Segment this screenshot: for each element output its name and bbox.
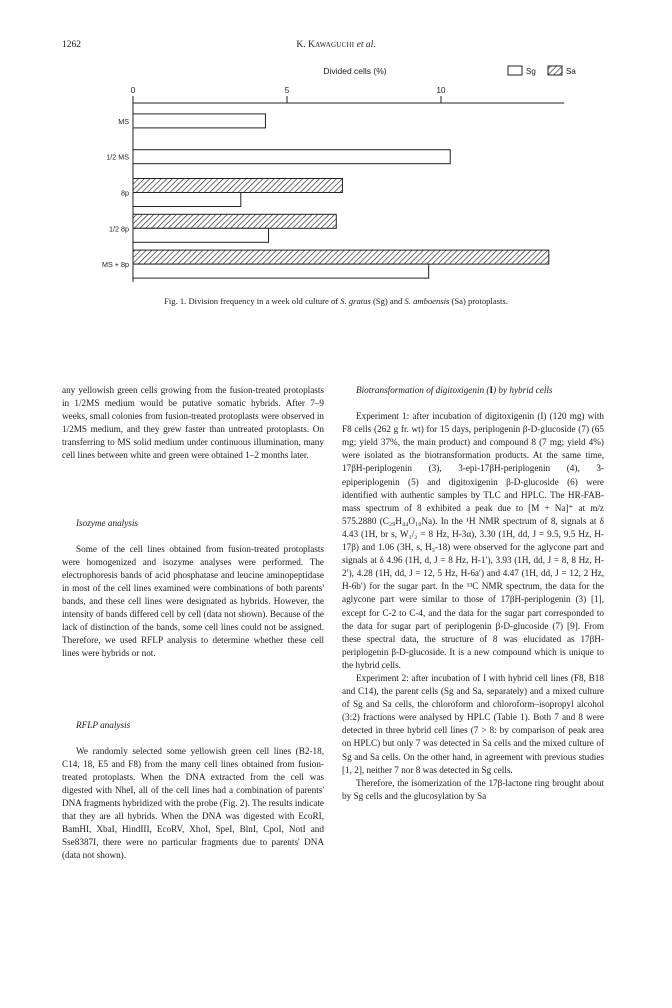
rflp-heading: RFLP analysis — [76, 719, 131, 730]
running-head-author: Kawaguchi — [308, 40, 355, 50]
right-column — [342, 384, 604, 803]
left-column — [62, 384, 324, 862]
bar-sg — [133, 264, 429, 278]
conclusion-paragraph: Therefore, the isomerization of the 17β-lactone ring brought about by Sg cells and the glucosylation by Sa — [342, 777, 604, 801]
x-tick-label: 10 — [436, 86, 446, 95]
x-tick-label: 0 — [130, 86, 136, 95]
category-label: 8p — [121, 188, 129, 198]
bar-sg — [133, 228, 269, 242]
bar-sg — [133, 193, 241, 207]
running-head-prefix: K. — [296, 40, 309, 50]
bar-sg — [133, 114, 265, 128]
legend-swatch-sa — [548, 66, 562, 75]
category-label: MS + 8p — [102, 260, 129, 270]
biotransformation-heading-c: ) by hybrid cells — [493, 385, 553, 395]
category-label: 1/2 8p — [109, 224, 129, 234]
page-number: 1262 — [62, 40, 81, 50]
figure-caption — [62, 296, 610, 306]
bar-sg — [133, 150, 450, 164]
chart-legend — [508, 66, 576, 76]
caption-species-2: S. amboensis — [404, 296, 450, 306]
running-head-etal: et al. — [356, 40, 376, 50]
legend-swatch-sg — [508, 66, 522, 75]
biotransformation-heading-b: I — [489, 385, 494, 395]
category-label: MS — [118, 116, 129, 126]
category-label: 1/2 MS — [106, 152, 129, 162]
caption-prefix: Fig. 1. Division frequency in a week old culture of — [164, 296, 341, 306]
chart-title: Divided cells (%) — [323, 66, 387, 76]
bar-sa — [133, 179, 342, 193]
experiment-2-paragraph: Experiment 2: after incubation of I with hybrid cell lines (F8, B18 and C14), the parent cells (Sg and Sa, separately) and a mixed culture of Sg and Sa cells, the chloroform and chloroform–isopropyl alcohol (3:2) fractions were analysed by HPLC (Table 1). Both 7 and 8 were detected in three hybrid cell lines (7 > 8: by comparison of peak area on HPLC) but only 7 was detected in Sa cells and the mixed culture of Sg and Sa cells. On the other hand, in agreement with previous studies [1, 2], neither 7 nor 8 was detected in Sg cells. — [342, 672, 604, 775]
division-frequency-chart — [0, 0, 672, 300]
bar-sa — [133, 250, 549, 264]
experiment-1-paragraph: Experiment 1: after incubation of digitoxigenin (I) (120 mg) with F8 cells (262 g fr. wt) for 15 days, periplogenin β-D-glucoside (7) (65 mg; yield 37%, the main product) and compound 8 (7 mg; yield 4%) were isolated as the biotransformation products. At the same time, 17βH-periplogenin (3), 3-epi-17βH-periplogenin (4), 3-epiperiplogenin (5) and digitoxigenin β-D-glucoside (6) were identified with authentic samples by TLC and HPLC. The HR-FAB-mass spectrum of 8 exhibited a peak due to [M + Na]⁺ at m/z 575.2880 (C₂₉H₄₄O₁₀Na). In the ¹H NMR spectrum of 8, signals at δ 4.43 (1H, br s, W₁/₂ = 8 Hz, H-3α), 3.30 (1H, dd, J = 9.5, 9.5 Hz, H-17β) and 1.06 (3H, s, H₃-18) were observed for the aglycone part and signals at δ 4.96 (1H, d, J = 8 Hz, H-1′), 3.93 (1H, dd, J = 8, 8 Hz, H-2′), 4.28 (1H, dd, J = 12, 5 Hz, H-6a′) and 4.47 (1H, dd, J = 12, 2 Hz, H-6b′) for the sugar part. In the ¹³C NMR spectrum, the data for the aglycone part were similar to those of 17βH-periplogenin (3) [1], except for C-2 to C-4, and the data for the sugar part corresponded to the data for sugar part of periplogenin β-D-glucoside (7) [9]. From these spectral data, the structure of 8 was elucidated as 17βH-periplogenin β-D-glucoside. It is a new compound which is unique to the hybrid cells. — [342, 411, 604, 670]
x-tick-label: 5 — [284, 86, 290, 95]
legend-label-sa: Sa — [566, 67, 576, 76]
caption-suffix: (Sa) protoplasts. — [449, 296, 508, 306]
legend-label-sg: Sg — [526, 67, 536, 76]
hybrid-intro-paragraph: any yellowish green cells growing from the fusion-treated protoplasts in 1/2MS medium would be putative somatic hybrids. After 7–9 weeks, small colonies from fusion-treated protoplasts were observed in 1/2MS medium, and they grew faster than untreated protoplasts. On transferring to MS solid medium under continuous illumination, many cell lines between white and green were obtained 1–2 months later. — [62, 385, 324, 461]
chart-bars — [133, 114, 549, 278]
caption-mid: (Sg) and — [370, 296, 405, 306]
rflp-paragraph: We randomly selected some yellowish green cell lines (B2-18, C14, 18, E5 and F8) from the many cell lines obtained from fusion-treated protoplasts. When the DNA extracted from the cell was digested with NheI, all of the cell lines had a combination of parents' DNA fragments hybridized with the probe (Fig. 2). The results indicate that they are all hybrids. When the DNA was digested with EcoRI, BamHI, XbaI, HindIII, EcoRV, XhoI, SpeI, BlnI, CpoI, NotI and Sse8387I, there were no particular fragments due to parents' DNA (data not shown). — [62, 745, 324, 861]
bar-sa — [133, 214, 336, 228]
biotransformation-heading-a: Biotransformation of digitoxigenin ( — [356, 385, 490, 395]
biotransformation-heading — [342, 384, 604, 397]
caption-species-1: S. gratus — [340, 296, 371, 306]
isozyme-paragraph: Some of the cell lines obtained from fusion-treated protoplasts were homogenized and isozyme analyses were performed. The electrophoresis bands of acid phosphatase and leucine aminopeptidase in most of the cell lines examined were combinations of both parents' bands, and these cell lines were designated as hybrids. However, the intensity of bands differed cell by cell (data not shown). Because of the lack of distinction of the bands, some cell lines could not be assigned. Therefore, we used RFLP analysis to determine whether these cell lines were hybrids or not. — [62, 543, 324, 659]
chart-category-labels — [102, 117, 129, 269]
isozyme-heading: Isozyme analysis — [76, 517, 139, 528]
